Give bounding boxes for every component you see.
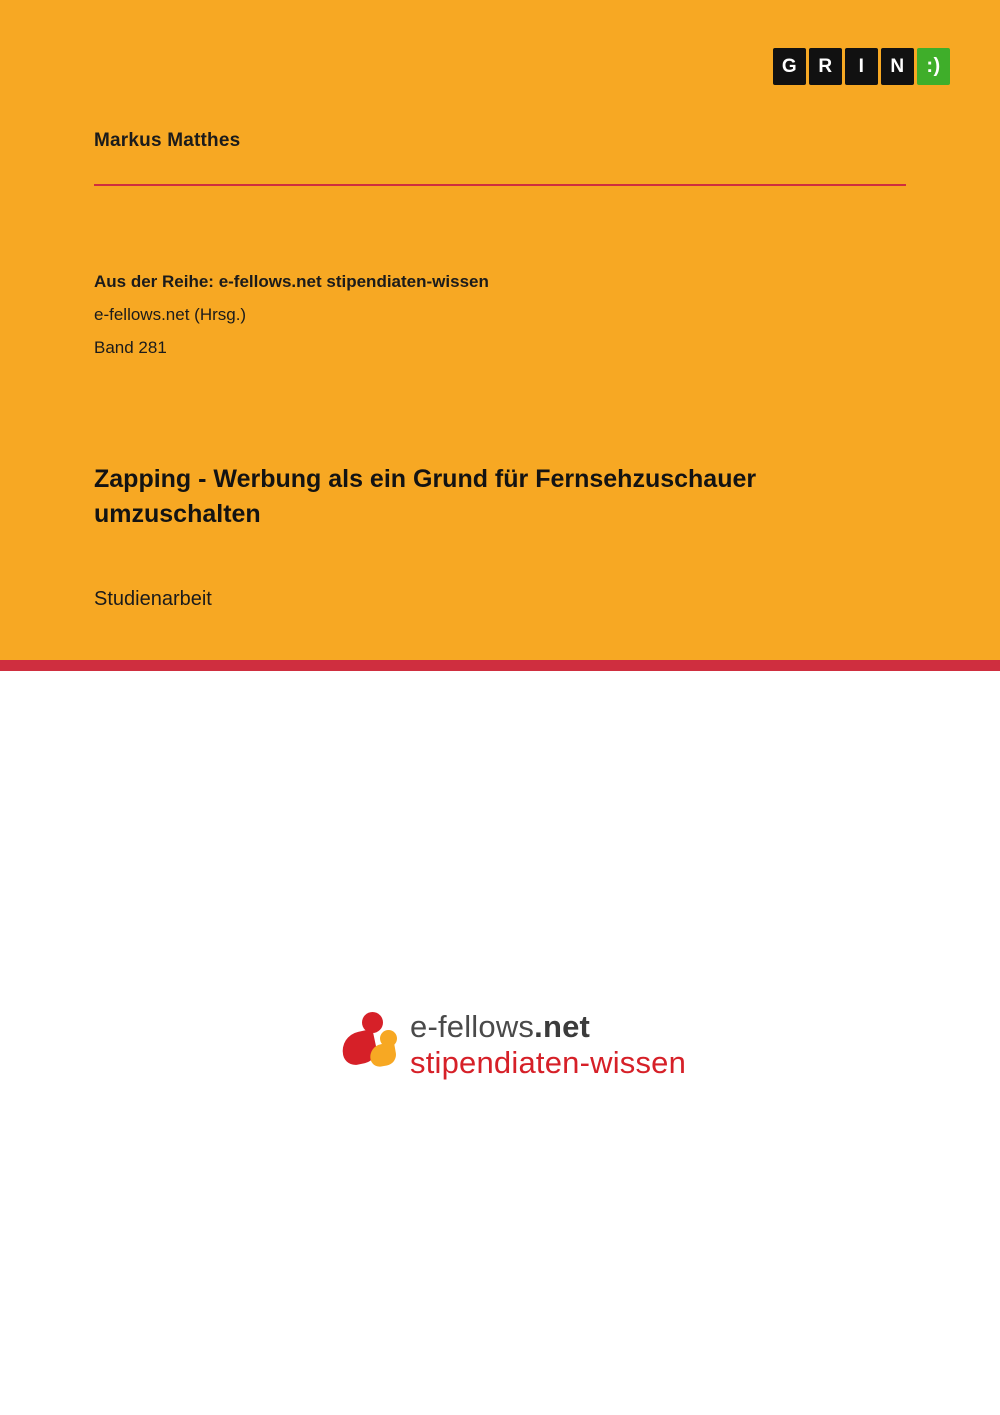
smiley-icon: :) — [917, 48, 950, 85]
document-type: Studienarbeit — [94, 588, 212, 610]
grin-logo-letter: I — [845, 48, 878, 85]
series-publisher: e-fellows.net (Hrsg.) — [94, 305, 247, 324]
grin-logo-letter: R — [809, 48, 842, 85]
grin-logo-letter: G — [773, 48, 806, 85]
efellows-wordmark — [410, 1010, 686, 1081]
grin-logo — [773, 48, 950, 85]
red-divider-rule — [0, 660, 1000, 671]
author-underline-rule — [94, 184, 906, 186]
efellows-name-suffix: .net — [534, 1009, 591, 1044]
series-name: Aus der Reihe: e-fellows.net stipendiaten-wissen — [94, 272, 489, 291]
efellows-logo — [340, 1010, 686, 1081]
author-name: Markus Matthes — [94, 130, 241, 151]
efellows-tagline: stipendiaten-wissen — [410, 1044, 687, 1080]
series-volume: Band 281 — [94, 338, 167, 357]
efellows-figures-icon — [340, 1010, 400, 1068]
efellows-name: e-fellows — [410, 1009, 535, 1044]
grin-logo-letter: N — [881, 48, 914, 85]
page-title: Zapping - Werbung als ein Grund für Fernsehzuschauer umzuschalten — [94, 465, 757, 528]
series-block — [94, 272, 489, 358]
